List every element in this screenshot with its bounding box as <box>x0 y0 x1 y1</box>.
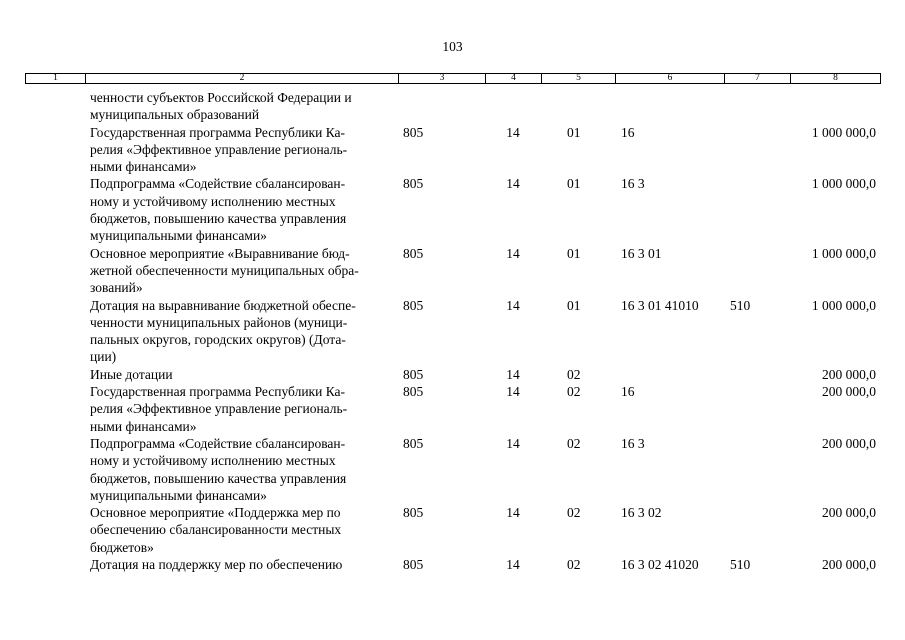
row-name-cell: Дотация на поддержку мер по обеспечению <box>90 557 343 573</box>
chapter-code-cell <box>485 89 541 124</box>
row-name-cell: Дотация на выравнивание бюджетной обеспе- ченности муниципальных районов (муници- пальных округов, городских округов) (Дота- ции) <box>90 297 356 365</box>
column-header: 2 <box>86 74 399 84</box>
section-code-cell: 805 <box>403 557 424 573</box>
chapter-code-cell: 14 <box>506 366 520 382</box>
target-article-cell: 16 3 02 41020 <box>621 557 699 573</box>
amount-cell: 200 000,0 <box>822 384 876 400</box>
row-name-cell: Основное мероприятие «Поддержка мер по обеспечению сбалансированности местных бюджетов» <box>90 505 342 555</box>
column-header: 1 <box>26 74 86 84</box>
row-name-cell: Государственная программа Республики Ка- релия «Эффективное управление региональ- ными финансами» <box>90 124 348 175</box>
expense-type-cell: 510 <box>730 557 751 573</box>
chapter-code-cell: 14 <box>506 245 520 261</box>
table-row <box>25 366 880 383</box>
subsection-code-cell: 01 <box>567 176 581 192</box>
section-code-cell: 805 <box>403 297 424 313</box>
amount-cell: 1 000 000,0 <box>811 245 876 261</box>
expense-type-cell <box>724 245 790 297</box>
column-header-row <box>26 74 881 84</box>
amount-cell: 1 000 000,0 <box>811 297 876 313</box>
expense-type-cell <box>724 504 790 556</box>
target-article-cell: 16 3 02 <box>621 505 662 521</box>
chapter-code-cell: 14 <box>506 435 520 451</box>
table-row <box>25 504 880 556</box>
subsection-code-cell: 01 <box>567 245 581 261</box>
target-article-cell: 16 <box>621 124 635 140</box>
row-name-cell: Основное мероприятие «Выравнивание бюд- жетной обеспеченности муниципальных обра- зований» <box>90 245 359 296</box>
amount-cell: 1 000 000,0 <box>811 176 876 192</box>
subsection-code-cell: 01 <box>567 297 581 313</box>
target-article-cell <box>615 89 724 124</box>
table-row <box>25 245 880 297</box>
section-code-cell: 805 <box>403 505 424 521</box>
row-name-cell: Государственная программа Республики Ка- релия «Эффективное управление региональ- ными финансами» <box>90 384 348 434</box>
section-code-cell: 805 <box>403 366 424 382</box>
row-name-cell: Подпрограмма «Содействие сбалансирован- ному и устойчивому исполнению местных бюджетов, повышению качества управления муниципальными финансами» <box>90 435 347 503</box>
chapter-code-cell: 14 <box>506 557 520 573</box>
section-code-cell: 805 <box>403 435 424 451</box>
amount-cell <box>790 89 880 124</box>
expense-type-cell <box>724 124 790 176</box>
budget-table-body <box>25 89 880 573</box>
target-article-cell: 16 3 <box>621 435 645 451</box>
target-article-cell: 16 <box>621 384 635 400</box>
row-name-cell: ченности субъектов Российской Федерации и муниципальных образований <box>90 90 352 123</box>
expense-type-cell <box>724 89 790 124</box>
subsection-code-cell: 02 <box>567 435 581 451</box>
column-header: 7 <box>725 74 791 84</box>
column-header: 8 <box>791 74 881 84</box>
subsection-code-cell: 02 <box>567 384 581 400</box>
subsection-code-cell: 02 <box>567 366 581 382</box>
subsection-code-cell: 01 <box>567 124 581 140</box>
column-header: 6 <box>616 74 725 84</box>
section-code-cell: 805 <box>403 245 424 261</box>
amount-cell: 1 000 000,0 <box>811 124 876 140</box>
chapter-code-cell: 14 <box>506 505 520 521</box>
table-row <box>25 175 880 244</box>
amount-cell: 200 000,0 <box>822 435 876 451</box>
table-row <box>25 435 880 504</box>
expense-type-cell <box>724 366 790 383</box>
subsection-code-cell: 02 <box>567 505 581 521</box>
expense-type-cell <box>724 435 790 504</box>
column-header: 5 <box>542 74 616 84</box>
subsection-code-cell: 02 <box>567 557 581 573</box>
table-row <box>25 297 880 366</box>
section-code-cell <box>398 89 485 124</box>
section-code-cell: 805 <box>403 384 424 400</box>
target-article-cell: 16 3 01 <box>621 245 662 261</box>
amount-cell: 200 000,0 <box>822 366 876 382</box>
column-header: 3 <box>399 74 486 84</box>
target-article-cell <box>615 366 724 383</box>
amount-cell: 200 000,0 <box>822 505 876 521</box>
subsection-code-cell <box>541 89 615 124</box>
section-code-cell: 805 <box>403 176 424 192</box>
expense-type-cell <box>724 175 790 244</box>
chapter-code-cell: 14 <box>506 124 520 140</box>
table-row <box>25 124 880 176</box>
target-article-cell: 16 3 <box>621 176 645 192</box>
table-row <box>25 556 880 573</box>
expense-type-cell: 510 <box>730 297 751 313</box>
table-row <box>25 89 880 124</box>
column-header-table <box>25 73 881 84</box>
column-header: 4 <box>486 74 542 84</box>
chapter-code-cell: 14 <box>506 384 520 400</box>
row-name-cell: Подпрограмма «Содействие сбалансирован- ному и устойчивому исполнению местных бюджетов, повышению качества управления муниципальными финансами» <box>90 176 347 244</box>
section-code-cell: 805 <box>403 124 424 140</box>
row-name-cell: Иные дотации <box>90 366 173 382</box>
chapter-code-cell: 14 <box>506 297 520 313</box>
chapter-code-cell: 14 <box>506 176 520 192</box>
amount-cell: 200 000,0 <box>822 557 876 573</box>
table-row <box>25 383 880 435</box>
target-article-cell: 16 3 01 41010 <box>621 297 699 313</box>
expense-type-cell <box>724 383 790 435</box>
page-number: 103 <box>442 39 463 54</box>
